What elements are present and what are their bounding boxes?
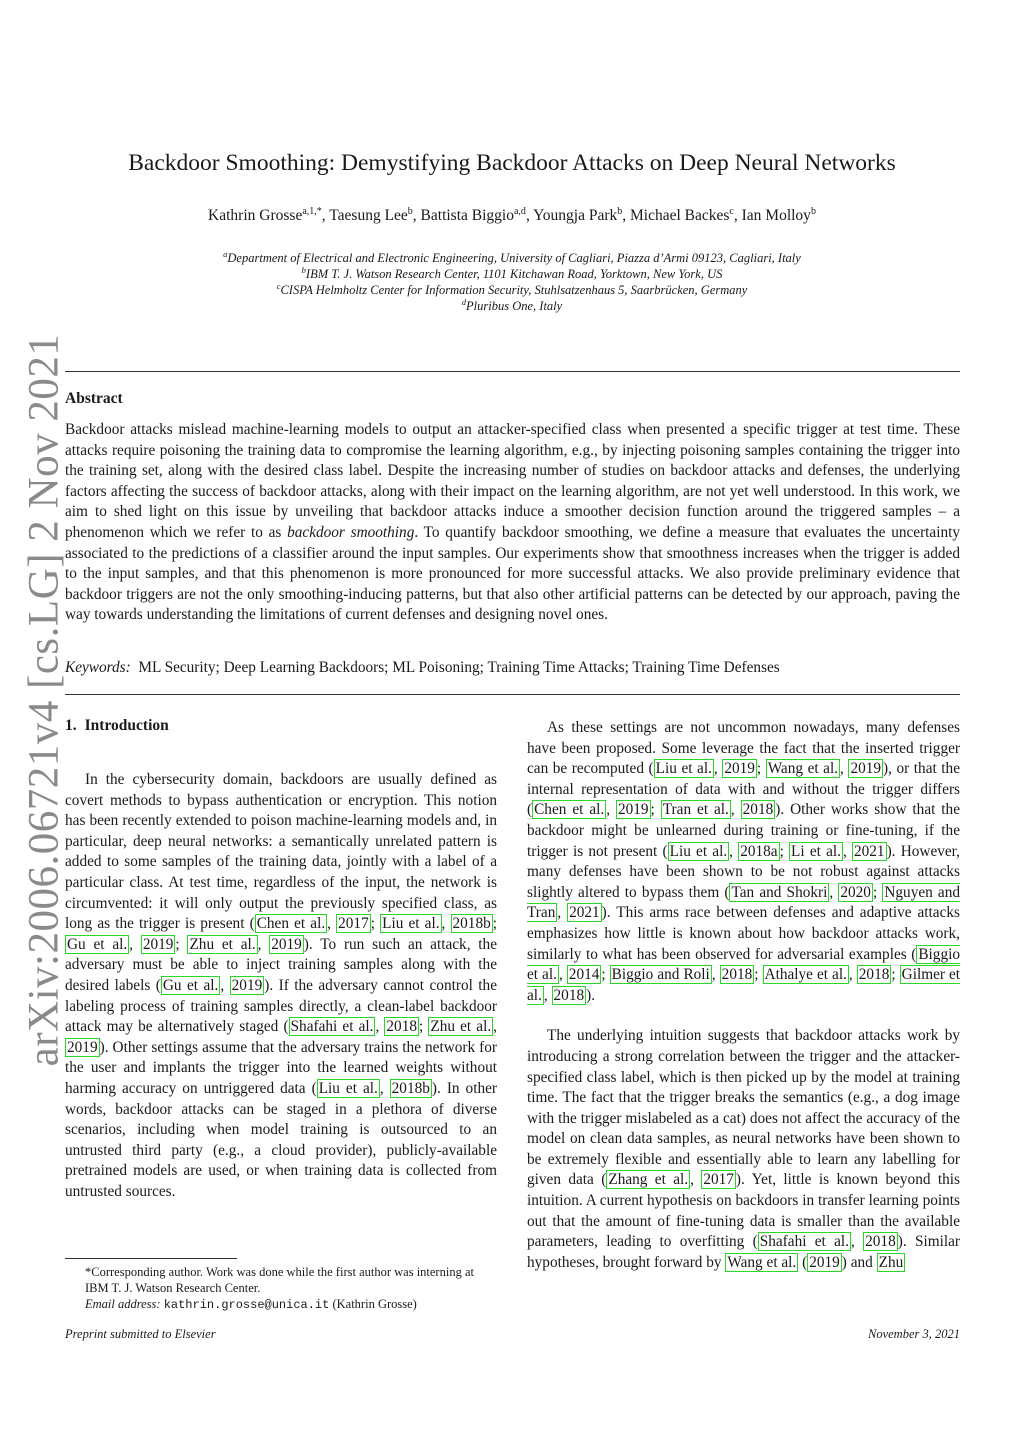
divider-bottom [65,694,960,695]
citation-link[interactable]: Wang et al. [727,1253,797,1271]
citation-link[interactable]: Zhu [878,1253,904,1271]
citation-link[interactable]: 2019 [231,976,263,994]
abstract-text: Backdoor attacks mislead machine-learning models to output an attacker-specified class when presented a specific trigger at test time. These attacks require poisoning the training data to compromise the learning algorithm, e.g., by injecting poisoning samples containing the trigger into the training set, along with the desired class label. Despite the increasing number of studies on backdoor attacks and defenses, the underlying factors affecting the success of backdoor attacks, along with their impact on the learning algorithm, are not yet well understood. In this work, we aim to shed light on this issue by unveiling that backdoor attacks induce a smoother decision function around the triggered samples – a phenomenon which we refer to as [65,421,960,541]
affiliation-text: CISPA Helmholtz Center for Information Security, Stuhlsatzenhaus 5, Saarbrücken, Germany [280,283,748,298]
author-affiliation-marker: c [729,206,734,217]
author-name: Taesung Lee [329,207,408,225]
section-heading [65,717,169,735]
affiliation-text: Pluribus One, Italy [466,299,563,314]
author-list: Kathrin Grosse$^{a,1,*}$, Taesung Lee$^b$, Battista Biggio$^{a,d}$, Youngja Park$^b$, Michael Backes$^c$, Ian Molloy$^b$ [208,206,816,225]
footer-date: November 3, 2021 [868,1327,960,1341]
affiliation-text: Department of Electrical and Electronic Engineering, University of Cagliari, Piazza d’Armi 09123, Cagliari, Italy [227,251,801,266]
citation-link[interactable]: Tran et al. [662,801,729,819]
citation-link[interactable]: 2021 [569,904,600,922]
footnote-text: *Corresponding author. Work was done while the first author was interning at IBM T. J. Watson Research Center. [85,1265,474,1295]
citation-link[interactable]: Liu et al. [669,842,728,860]
left-column [65,770,497,1202]
citation-link[interactable]: Gu et al. [67,935,128,953]
citation-link[interactable]: Zhu et al. [430,1018,492,1036]
citation-link[interactable]: Liu et al. [382,915,440,933]
arxiv-identifier-stamp: arXiv:2006.06721v4 [cs.LG] 2 Nov 2021 [20,333,68,1067]
author-affiliation-marker: b [407,206,413,217]
right-column [527,718,960,1273]
citation-link[interactable]: 2018a [740,842,778,860]
author-affiliation-marker: b [810,206,816,217]
citation-link[interactable]: 2021 [853,842,885,860]
author-affiliation-marker: a,d [513,206,526,217]
abstract-body [65,420,960,626]
citation-link[interactable]: Nguyen and Tran [527,883,961,922]
citation-link[interactable]: 2019 [67,1038,98,1056]
keywords-line [65,659,780,677]
author-name: Battista Biggio [420,207,514,225]
citation-link[interactable]: 2018b [452,915,491,933]
keywords-text: ML Security; Deep Learning Backdoors; ML Poisoning; Training Time Attacks; Training Time Defenses [138,659,780,676]
email-label: Email address: [85,1297,161,1311]
email-address[interactable]: kathrin.grosse@unica.it [163,1298,330,1312]
citation-link[interactable]: Zhang et al. [608,1171,689,1189]
affiliation-marker: d [461,297,467,307]
citation-link[interactable]: Wang et al. [767,760,839,778]
citation-link[interactable]: Chen et al. [534,801,605,819]
citation-link[interactable]: Liu et al. [318,1079,378,1097]
author-name: Ian Molloy [741,207,811,225]
citation-link[interactable]: 2018 [386,1018,417,1036]
footnote-rule [65,1258,237,1259]
intro-right-paragraph: As these settings are not uncommon nowadays, many defenses have been proposed. Some leverage the fact that the inserted trigger can be recomputed ( Liu et al. , 2019 ; Wang et al. , 2019 ), or that the internal representation of data with and without the trigger differs ( Chen et al. , 2019 ; Tran et al. , 2018 ). Other works show that the backdoor might be unlearned during training or fine-tuning, if the trigger is not present ( Liu et al. , 2018a ; Li et al. , 2021 ). However, many defenses have been shown to be not robust against attacks slightly altered to bypass them ( Tan and Shokri , 2020 ; Nguyen and Tran , 2021 ). This arms race between defenses and adaptive attacks emphasizes how little is known about how backdoor attacks work, similarly to what has been observed for adversarial examples ( Biggio et al. , 2014 ; Biggio and Roli , 2018 ; Athalye et al. , 2018 ; Gilmer et al. , 2018 ). [527,719,961,1004]
footer-preprint-note: Preprint submitted to Elsevier [65,1327,216,1341]
citation-link[interactable]: Zhu et al. [189,935,256,953]
footnote [65,1264,497,1313]
paper-title: Backdoor Smoothing: Demystifying Backdoor Attacks on Deep Neural Networks [128,150,896,176]
author-name: Michael Backes [630,207,730,225]
intro-right-paragraph: The underlying intuition suggests that backdoor attacks work by introducing a strong correlation between the trigger and the attacker-specified class label, which is then picked up by the model at training time. The fact that the trigger breaks the semantics (e.g., a dog image with the trigger mislabeled as a cat) does not affect the accuracy of the model on clean data samples, as neural networks have been shown to be extremely flexible and essentially able to learn any labelling for given data ( Zhang et al. , 2017 ). Yet, little is known beyond this intuition. A current hypothesis on backdoors in transfer learning points out that the amount of fine-tuning data is smaller than the available parameters, leading to overfitting ( Shafahi et al. , 2018 ). Similar hypotheses, brought forward by Wang et al. ( 2019 ) and Zhu [527,1027,960,1271]
email-owner: (Kathrin Grosse) [332,1297,417,1311]
citation-link[interactable]: 2018 [721,966,753,984]
citation-link[interactable]: Athalye et al. [764,966,847,984]
citation-link[interactable]: 2019 [850,760,882,778]
citation-link[interactable]: 2018 [553,986,585,1004]
keywords-label: Keywords: [65,659,131,676]
author-affiliation-marker: a,1,* [302,206,322,217]
citation-link[interactable]: 2019 [724,760,755,778]
abstract-heading: Abstract [65,390,123,407]
citation-link[interactable]: 2019 [809,1253,840,1271]
author-affiliation-marker: b [617,206,623,217]
citation-link[interactable]: Shafahi et al. [290,1018,374,1036]
divider-top [65,371,960,372]
author-name: Youngja Park [533,207,618,225]
citation-link[interactable]: Li et al. [791,842,841,860]
affiliation-marker: a [223,249,228,259]
section-title: Introduction [84,717,169,734]
citation-link[interactable]: 2017 [338,915,369,933]
citation-link[interactable]: Gilmer et al. [527,966,961,1004]
affiliation-text: IBM T. J. Watson Research Center, 1101 Kitchawan Road, Yorktown, New York, US [305,267,723,282]
affiliation-marker: b [301,265,306,275]
citation-link[interactable]: 2019 [271,935,302,953]
citation-link[interactable]: Biggio and Roli [611,966,710,984]
citation-link[interactable]: Biggio et al. [527,945,960,984]
section-number: 1. [65,717,77,734]
citation-link[interactable]: 2018b [391,1079,430,1097]
intro-left-paragraph: In the cybersecurity domain, backdoors are usually defined as covert methods to bypass authentication or encryption. This notion has been recently extended to poison machine-learning models and, in particular, deep neural networks: a semantically unrelated pattern is added to some samples of the training data, jointly with a label of a particular class. At test time, regardless of the input, the network is circumvented: it will only output the previously specified class, as long as the trigger is present ( Chen et al. , 2017 ; Liu et al. , 2018b ; Gu et al. , 2019 ; Zhu et al. , 2019 ). To run such an attack, the adversary must be able to inject training samples along with the desired labels ( Gu et al. , 2019 ). If the adversary cannot control the labeling process of training samples directly, a clean-label backdoor attack may be alternatively staged ( Shafahi et al. , 2018 ; Zhu et al. , 2019 ). Other settings assume that the adversary trains the network for the user and implants the trigger into the learned weights without harming accuracy on untriggered data ( Liu et al. , 2018b ). In other words, backdoor attacks can be staged in a plethora of diverse scenarios, including when model training is outsourced to an untrusted third party (e.g., a cloud provider), publicly-available pretrained models are used, or when training data is collected from untrusted sources. [65,771,497,1200]
citation-link[interactable]: 2018 [742,801,774,819]
citation-link[interactable]: Shafahi et al. [759,1233,849,1251]
citation-link[interactable]: 2019 [617,801,649,819]
citation-link[interactable]: Gu et al. [162,976,219,994]
citation-link[interactable]: Liu et al. [655,760,712,778]
citation-link[interactable]: Tan and Shokri [731,883,828,901]
citation-link[interactable]: 2017 [703,1171,734,1189]
citation-link[interactable]: 2014 [568,966,600,984]
citation-link[interactable]: 2019 [142,935,174,953]
abstract-text: . To quantify backdoor smoothing, we define a measure that evaluates the uncertainty associated to the predictions of a classifier around the input samples. Our experiments show that smoothness increases when the trigger is added to the input samples, and that this phenomenon is more pronounced for more successful attacks. We also provide preliminary evidence that backdoor triggers are not the only smoothing-inducing patterns, but that also other artificial patterns can be detected by our approach, paving the way towards understanding the limitations of current defenses and designing novel ones. [65,523,961,624]
abstract-emphasis: backdoor smoothing [287,523,415,541]
author-name: Kathrin Grosse [208,207,303,225]
citation-link[interactable]: 2018 [865,1233,896,1251]
affiliation-marker: c [276,281,281,291]
citation-link[interactable]: Chen et al. [256,915,326,933]
citation-link[interactable]: 2018 [858,966,890,984]
affiliation-d [0,294,1024,315]
citation-link[interactable]: 2020 [840,883,871,901]
